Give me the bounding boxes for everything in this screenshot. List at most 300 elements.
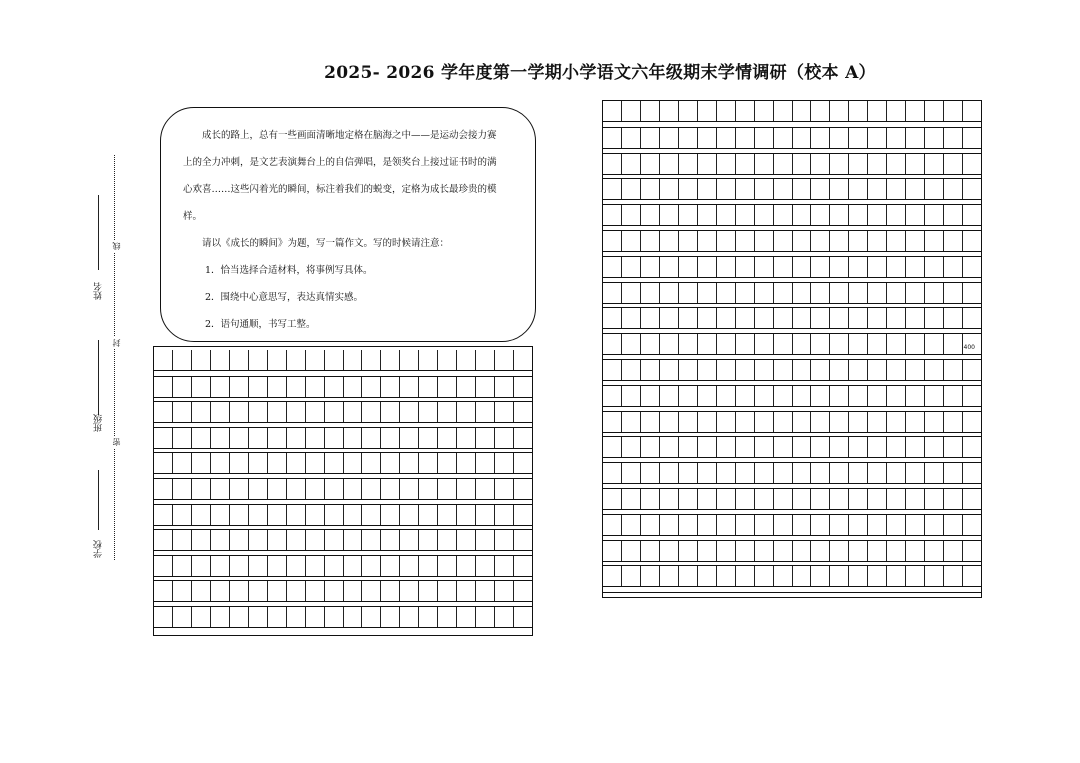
grid-cell[interactable]: [495, 581, 514, 601]
grid-cell[interactable]: [679, 101, 698, 121]
grid-cell[interactable]: [887, 566, 906, 586]
grid-cell[interactable]: [641, 566, 660, 586]
grid-cell[interactable]: [679, 566, 698, 586]
grid-cell[interactable]: [622, 360, 641, 380]
grid-row[interactable]: [603, 462, 981, 484]
grid-cell[interactable]: [268, 607, 287, 627]
grid-cell[interactable]: [603, 489, 622, 509]
grid-cell[interactable]: [849, 515, 868, 535]
grid-cell[interactable]: [906, 283, 925, 303]
grid-cell[interactable]: [887, 128, 906, 148]
grid-cell[interactable]: [906, 437, 925, 457]
grid-cell[interactable]: [925, 412, 944, 432]
grid-cell[interactable]: [660, 489, 679, 509]
grid-cell[interactable]: [400, 428, 419, 448]
grid-cell[interactable]: [717, 128, 736, 148]
grid-cell[interactable]: [325, 377, 344, 397]
grid-cell[interactable]: [306, 350, 325, 370]
grid-cell[interactable]: [736, 154, 755, 174]
grid-cell[interactable]: [944, 334, 963, 354]
grid-cell[interactable]: [249, 607, 268, 627]
grid-cell[interactable]: [793, 179, 812, 199]
grid-cell[interactable]: [192, 428, 211, 448]
grid-cell[interactable]: [736, 231, 755, 251]
grid-cell[interactable]: [811, 308, 830, 328]
grid-cell[interactable]: [641, 334, 660, 354]
grid-cell[interactable]: [192, 505, 211, 525]
grid-cell[interactable]: [830, 334, 849, 354]
grid-cell[interactable]: [154, 530, 173, 550]
grid-cell[interactable]: [679, 412, 698, 432]
grid-cell[interactable]: [622, 283, 641, 303]
grid-cell[interactable]: [381, 350, 400, 370]
grid-cell[interactable]: [660, 283, 679, 303]
grid-cell[interactable]: [830, 463, 849, 483]
grid-cell[interactable]: [419, 556, 438, 576]
grid-cell[interactable]: [495, 505, 514, 525]
grid-cell[interactable]: [849, 360, 868, 380]
grid-cell[interactable]: [400, 402, 419, 422]
grid-cell[interactable]: [887, 154, 906, 174]
grid-cell[interactable]: [698, 179, 717, 199]
grid-cell[interactable]: [774, 205, 793, 225]
grid-cell[interactable]: [381, 453, 400, 473]
grid-cell[interactable]: [830, 283, 849, 303]
grid-cell[interactable]: [906, 101, 925, 121]
grid-cell[interactable]: [925, 154, 944, 174]
grid-cell[interactable]: [774, 179, 793, 199]
grid-cell[interactable]: [793, 128, 812, 148]
grid-cell[interactable]: [641, 257, 660, 277]
grid-cell[interactable]: [173, 556, 192, 576]
grid-cell[interactable]: [306, 453, 325, 473]
grid-row[interactable]: [154, 350, 532, 371]
grid-cell[interactable]: [476, 377, 495, 397]
grid-cell[interactable]: [603, 101, 622, 121]
grid-cell[interactable]: [793, 231, 812, 251]
grid-cell[interactable]: [476, 428, 495, 448]
grid-cell[interactable]: [438, 581, 457, 601]
grid-cell[interactable]: [793, 205, 812, 225]
grid-cell[interactable]: [811, 489, 830, 509]
grid-row[interactable]: [603, 540, 981, 562]
grid-cell[interactable]: [698, 205, 717, 225]
grid-cell[interactable]: [868, 128, 887, 148]
grid-cell[interactable]: [622, 101, 641, 121]
grid-cell[interactable]: [755, 283, 774, 303]
grid-cell[interactable]: [830, 257, 849, 277]
grid-cell[interactable]: [287, 607, 306, 627]
grid-cell[interactable]: [811, 386, 830, 406]
grid-cell[interactable]: [849, 386, 868, 406]
grid-cell[interactable]: [793, 308, 812, 328]
grid-cell[interactable]: [925, 515, 944, 535]
grid-cell[interactable]: [514, 377, 532, 397]
grid-cell[interactable]: [868, 360, 887, 380]
grid-cell[interactable]: [381, 607, 400, 627]
grid-cell[interactable]: [514, 556, 532, 576]
grid-cell[interactable]: [660, 231, 679, 251]
grid-cell[interactable]: [887, 412, 906, 432]
grid-cell[interactable]: [868, 515, 887, 535]
grid-cell[interactable]: [849, 463, 868, 483]
grid-cell[interactable]: [830, 205, 849, 225]
grid-cell[interactable]: [603, 463, 622, 483]
grid-cell[interactable]: [154, 479, 173, 499]
grid-cell[interactable]: [717, 334, 736, 354]
grid-cell[interactable]: [755, 205, 774, 225]
grid-cell[interactable]: [849, 101, 868, 121]
grid-cell[interactable]: [755, 101, 774, 121]
grid-row[interactable]: [603, 127, 981, 149]
grid-row[interactable]: [603, 411, 981, 433]
grid-cell[interactable]: [887, 515, 906, 535]
grid-cell[interactable]: [755, 128, 774, 148]
grid-cell[interactable]: [514, 453, 532, 473]
grid-cell[interactable]: [868, 412, 887, 432]
grid-cell[interactable]: [963, 515, 981, 535]
grid-cell[interactable]: [774, 257, 793, 277]
grid-cell[interactable]: [495, 350, 514, 370]
grid-cell[interactable]: [287, 402, 306, 422]
grid-cell[interactable]: [755, 257, 774, 277]
grid-cell[interactable]: [173, 402, 192, 422]
grid-cell[interactable]: [514, 505, 532, 525]
grid-cell[interactable]: [849, 128, 868, 148]
grid-cell[interactable]: [774, 541, 793, 561]
grid-cell[interactable]: [249, 402, 268, 422]
grid-row[interactable]: [154, 529, 532, 551]
grid-cell[interactable]: [717, 412, 736, 432]
grid-cell[interactable]: [830, 412, 849, 432]
grid-cell[interactable]: [774, 283, 793, 303]
grid-cell[interactable]: [495, 402, 514, 422]
grid-cell[interactable]: [192, 453, 211, 473]
grid-row[interactable]: [603, 565, 981, 587]
grid-cell[interactable]: [925, 205, 944, 225]
grid-row[interactable]: [603, 385, 981, 407]
grid-cell[interactable]: [906, 231, 925, 251]
grid-cell[interactable]: [849, 257, 868, 277]
grid-cell[interactable]: [793, 412, 812, 432]
grid-cell[interactable]: [211, 479, 230, 499]
grid-cell[interactable]: [400, 377, 419, 397]
grid-cell[interactable]: [400, 479, 419, 499]
grid-cell[interactable]: [211, 402, 230, 422]
grid-cell[interactable]: [887, 386, 906, 406]
grid-cell[interactable]: [192, 479, 211, 499]
grid-cell[interactable]: [679, 231, 698, 251]
grid-cell[interactable]: [325, 607, 344, 627]
grid-cell[interactable]: [868, 257, 887, 277]
grid-cell[interactable]: [906, 128, 925, 148]
grid-cell[interactable]: [287, 581, 306, 601]
grid-cell[interactable]: [925, 360, 944, 380]
grid-cell[interactable]: [755, 489, 774, 509]
grid-cell[interactable]: [419, 350, 438, 370]
grid-cell[interactable]: [495, 377, 514, 397]
grid-cell[interactable]: [622, 154, 641, 174]
grid-cell[interactable]: [717, 541, 736, 561]
grid-cell[interactable]: [344, 556, 363, 576]
grid-cell[interactable]: [173, 505, 192, 525]
grid-cell[interactable]: [419, 402, 438, 422]
grid-cell[interactable]: [457, 607, 476, 627]
grid-cell[interactable]: [362, 607, 381, 627]
grid-cell[interactable]: [419, 505, 438, 525]
grid-row[interactable]: [603, 333, 981, 355]
grid-cell[interactable]: [660, 412, 679, 432]
grid-cell[interactable]: [849, 179, 868, 199]
grid-cell[interactable]: [457, 453, 476, 473]
grid-cell[interactable]: [230, 556, 249, 576]
grid-cell[interactable]: [495, 479, 514, 499]
grid-cell[interactable]: [660, 128, 679, 148]
grid-cell[interactable]: [887, 231, 906, 251]
grid-cell[interactable]: [793, 334, 812, 354]
grid-cell[interactable]: [717, 283, 736, 303]
grid-cell[interactable]: [736, 257, 755, 277]
grid-cell[interactable]: [660, 437, 679, 457]
grid-cell[interactable]: [641, 386, 660, 406]
grid-cell[interactable]: [963, 541, 981, 561]
grid-cell[interactable]: [419, 581, 438, 601]
grid-cell[interactable]: [963, 154, 981, 174]
grid-cell[interactable]: [173, 581, 192, 601]
grid-cell[interactable]: [906, 154, 925, 174]
grid-cell[interactable]: [362, 581, 381, 601]
grid-cell[interactable]: [830, 308, 849, 328]
grid-cell[interactable]: [622, 257, 641, 277]
grid-cell[interactable]: [963, 463, 981, 483]
grid-cell[interactable]: [811, 128, 830, 148]
grid-cell[interactable]: [736, 515, 755, 535]
grid-cell[interactable]: [736, 360, 755, 380]
grid-cell[interactable]: [211, 505, 230, 525]
grid-cell[interactable]: [774, 101, 793, 121]
grid-cell[interactable]: [660, 205, 679, 225]
grid-cell[interactable]: [774, 231, 793, 251]
grid-cell[interactable]: [457, 377, 476, 397]
grid-cell[interactable]: [793, 437, 812, 457]
grid-cell[interactable]: [641, 128, 660, 148]
grid-cell[interactable]: [173, 479, 192, 499]
grid-cell[interactable]: [268, 402, 287, 422]
grid-cell[interactable]: [211, 581, 230, 601]
grid-cell[interactable]: [944, 541, 963, 561]
grid-cell[interactable]: [868, 566, 887, 586]
grid-cell[interactable]: [287, 530, 306, 550]
grid-cell[interactable]: [419, 607, 438, 627]
grid-cell[interactable]: [944, 231, 963, 251]
grid-cell[interactable]: [268, 350, 287, 370]
grid-cell[interactable]: [868, 179, 887, 199]
grid-cell[interactable]: [514, 607, 532, 627]
grid-cell[interactable]: [793, 283, 812, 303]
grid-cell[interactable]: [944, 386, 963, 406]
grid-cell[interactable]: [698, 154, 717, 174]
grid-cell[interactable]: [793, 489, 812, 509]
grid-cell[interactable]: [660, 179, 679, 199]
grid-cell[interactable]: [154, 556, 173, 576]
grid-cell[interactable]: [438, 428, 457, 448]
grid-cell[interactable]: [457, 350, 476, 370]
grid-cell[interactable]: [362, 556, 381, 576]
grid-cell[interactable]: [698, 463, 717, 483]
grid-cell[interactable]: [325, 402, 344, 422]
grid-cell[interactable]: [622, 412, 641, 432]
grid-cell[interactable]: [603, 283, 622, 303]
grid-cell[interactable]: [698, 283, 717, 303]
grid-cell[interactable]: [717, 515, 736, 535]
grid-cell[interactable]: [438, 556, 457, 576]
grid-cell[interactable]: [717, 308, 736, 328]
grid-cell[interactable]: [830, 128, 849, 148]
grid-cell[interactable]: [944, 463, 963, 483]
grid-cell[interactable]: [925, 489, 944, 509]
grid-cell[interactable]: [717, 257, 736, 277]
grid-cell[interactable]: [906, 515, 925, 535]
grid-cell[interactable]: [641, 283, 660, 303]
grid-cell[interactable]: [793, 541, 812, 561]
grid-cell[interactable]: [811, 179, 830, 199]
grid-cell[interactable]: [306, 530, 325, 550]
grid-cell[interactable]: [192, 530, 211, 550]
grid-cell[interactable]: [887, 463, 906, 483]
grid-cell[interactable]: [925, 128, 944, 148]
grid-cell[interactable]: [717, 437, 736, 457]
grid-cell[interactable]: [154, 428, 173, 448]
grid-cell[interactable]: [963, 334, 981, 354]
grid-row[interactable]: [154, 427, 532, 449]
grid-cell[interactable]: [603, 541, 622, 561]
grid-cell[interactable]: [603, 412, 622, 432]
grid-cell[interactable]: [793, 515, 812, 535]
grid-cell[interactable]: [698, 515, 717, 535]
grid-cell[interactable]: [457, 479, 476, 499]
grid-cell[interactable]: [362, 505, 381, 525]
grid-row[interactable]: [603, 436, 981, 458]
grid-cell[interactable]: [755, 463, 774, 483]
grid-cell[interactable]: [736, 179, 755, 199]
grid-cell[interactable]: [438, 530, 457, 550]
grid-row[interactable]: [603, 230, 981, 252]
grid-cell[interactable]: [641, 231, 660, 251]
grid-cell[interactable]: [944, 154, 963, 174]
grid-cell[interactable]: [362, 402, 381, 422]
grid-row[interactable]: [154, 478, 532, 500]
grid-cell[interactable]: [641, 179, 660, 199]
grid-cell[interactable]: [306, 428, 325, 448]
grid-cell[interactable]: [811, 515, 830, 535]
grid-cell[interactable]: [622, 541, 641, 561]
grid-cell[interactable]: [849, 412, 868, 432]
grid-cell[interactable]: [698, 101, 717, 121]
grid-cell[interactable]: [400, 607, 419, 627]
grid-cell[interactable]: [438, 607, 457, 627]
grid-cell[interactable]: [641, 308, 660, 328]
grid-cell[interactable]: [774, 334, 793, 354]
grid-cell[interactable]: [774, 308, 793, 328]
grid-cell[interactable]: [811, 205, 830, 225]
grid-cell[interactable]: [192, 607, 211, 627]
grid-cell[interactable]: [906, 360, 925, 380]
grid-cell[interactable]: [173, 453, 192, 473]
grid-cell[interactable]: [400, 505, 419, 525]
grid-cell[interactable]: [679, 334, 698, 354]
grid-cell[interactable]: [963, 360, 981, 380]
grid-cell[interactable]: [287, 479, 306, 499]
grid-cell[interactable]: [268, 479, 287, 499]
grid-cell[interactable]: [173, 377, 192, 397]
grid-cell[interactable]: [641, 154, 660, 174]
grid-cell[interactable]: [736, 334, 755, 354]
grid-cell[interactable]: [679, 489, 698, 509]
grid-cell[interactable]: [419, 479, 438, 499]
grid-cell[interactable]: [641, 101, 660, 121]
grid-cell[interactable]: [211, 556, 230, 576]
grid-row[interactable]: [603, 488, 981, 510]
grid-cell[interactable]: [306, 505, 325, 525]
grid-cell[interactable]: [679, 360, 698, 380]
grid-cell[interactable]: [249, 453, 268, 473]
grid-cell[interactable]: [381, 581, 400, 601]
grid-cell[interactable]: [249, 428, 268, 448]
grid-cell[interactable]: [476, 556, 495, 576]
grid-cell[interactable]: [679, 205, 698, 225]
grid-cell[interactable]: [344, 479, 363, 499]
grid-cell[interactable]: [495, 453, 514, 473]
grid-cell[interactable]: [887, 101, 906, 121]
grid-cell[interactable]: [438, 479, 457, 499]
grid-cell[interactable]: [906, 463, 925, 483]
grid-cell[interactable]: [230, 530, 249, 550]
grid-cell[interactable]: [603, 437, 622, 457]
grid-row[interactable]: [154, 376, 532, 398]
grid-cell[interactable]: [736, 386, 755, 406]
grid-cell[interactable]: [641, 515, 660, 535]
grid-cell[interactable]: [268, 428, 287, 448]
grid-cell[interactable]: [679, 463, 698, 483]
grid-cell[interactable]: [755, 515, 774, 535]
grid-cell[interactable]: [230, 479, 249, 499]
grid-cell[interactable]: [457, 402, 476, 422]
grid-cell[interactable]: [774, 412, 793, 432]
grid-cell[interactable]: [381, 377, 400, 397]
grid-cell[interactable]: [249, 479, 268, 499]
grid-cell[interactable]: [495, 428, 514, 448]
grid-cell[interactable]: [211, 530, 230, 550]
grid-cell[interactable]: [793, 360, 812, 380]
grid-cell[interactable]: [906, 489, 925, 509]
grid-cell[interactable]: [963, 205, 981, 225]
grid-cell[interactable]: [963, 283, 981, 303]
grid-cell[interactable]: [944, 283, 963, 303]
grid-cell[interactable]: [717, 566, 736, 586]
grid-cell[interactable]: [622, 128, 641, 148]
grid-cell[interactable]: [811, 437, 830, 457]
grid-cell[interactable]: [755, 541, 774, 561]
grid-cell[interactable]: [230, 581, 249, 601]
grid-cell[interactable]: [192, 377, 211, 397]
grid-cell[interactable]: [603, 257, 622, 277]
grid-cell[interactable]: [755, 566, 774, 586]
writing-grid-left[interactable]: [153, 346, 533, 636]
grid-cell[interactable]: [287, 350, 306, 370]
grid-cell[interactable]: [230, 402, 249, 422]
grid-cell[interactable]: [963, 412, 981, 432]
grid-cell[interactable]: [660, 101, 679, 121]
